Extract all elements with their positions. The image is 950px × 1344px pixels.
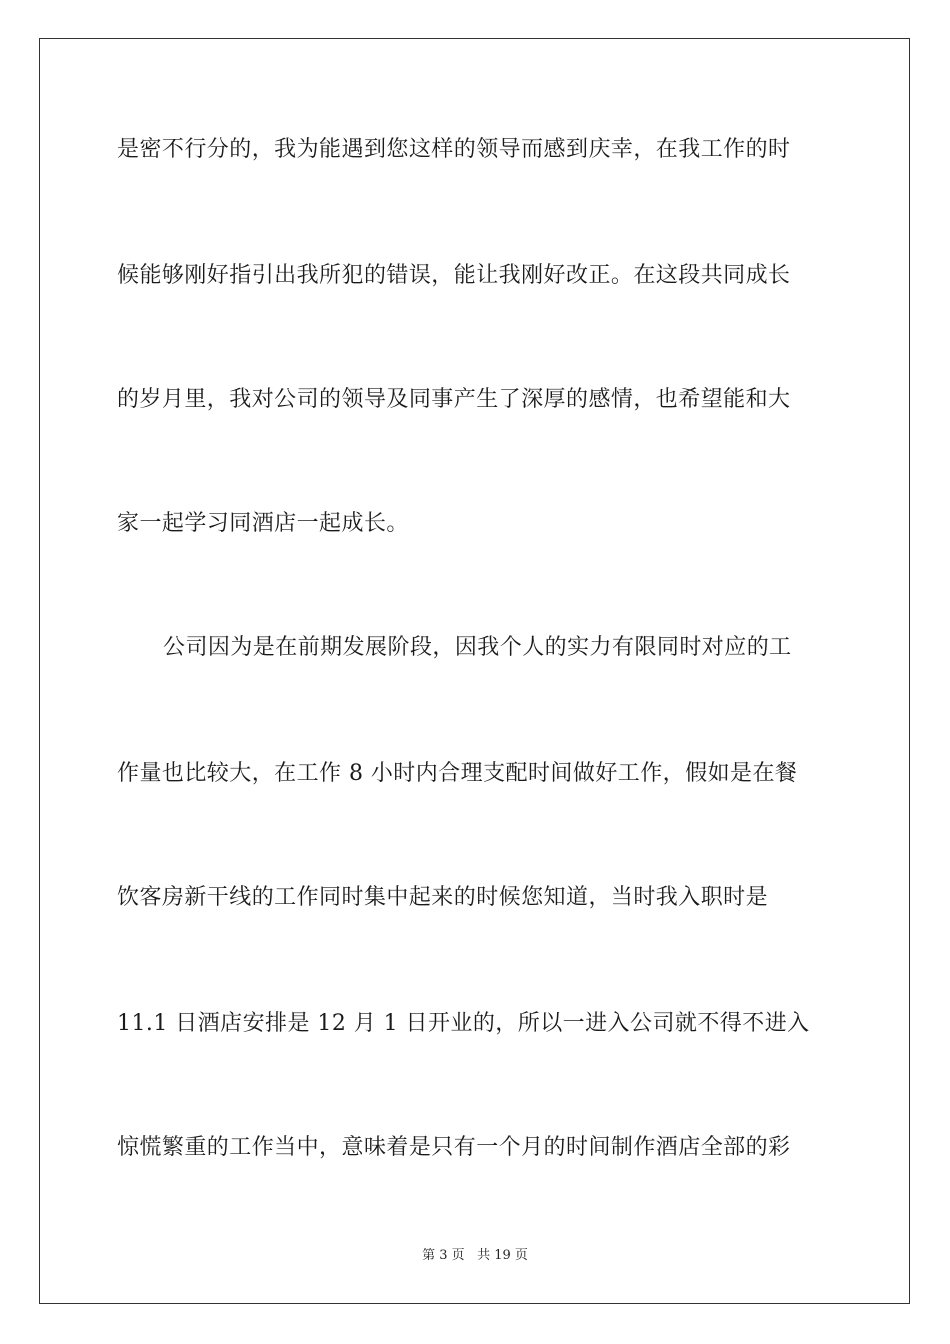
page-number: 第 3 页 — [422, 1248, 465, 1263]
body-text-line: 家一起学习同酒店一起成长。 — [117, 511, 409, 536]
body-text-line: 惊慌繁重的工作当中，意味着是只有一个月的时间制作酒店全部的彩 — [117, 1135, 791, 1160]
page-border — [39, 38, 910, 1304]
page-footer — [0, 1248, 950, 1264]
body-text-line: 的岁月里，我对公司的领导及同事产生了深厚的感情，也希望能和大 — [117, 387, 791, 412]
body-text-line: 是密不行分的，我为能遇到您这样的领导而感到庆幸，在我工作的时 — [117, 137, 791, 162]
body-text-line: 饮客房新干线的工作同时集中起来的时候您知道，当时我入职时是 — [117, 885, 769, 910]
body-text-line: 作量也比较大，在工作 8 小时内合理支配时间做好工作，假如是在餐 — [117, 761, 798, 786]
page-total: 共 19 页 — [477, 1248, 528, 1263]
body-text-line: 11.1 日酒店安排是 12 月 1 日开业的，所以一进入公司就不得不进入 — [117, 1011, 810, 1036]
paragraph-first-line: 公司因为是在前期发展阶段，因我个人的实力有限同时对应的工 — [163, 635, 792, 660]
body-text-line: 候能够刚好指引出我所犯的错误，能让我刚好改正。在这段共同成长 — [117, 263, 791, 288]
